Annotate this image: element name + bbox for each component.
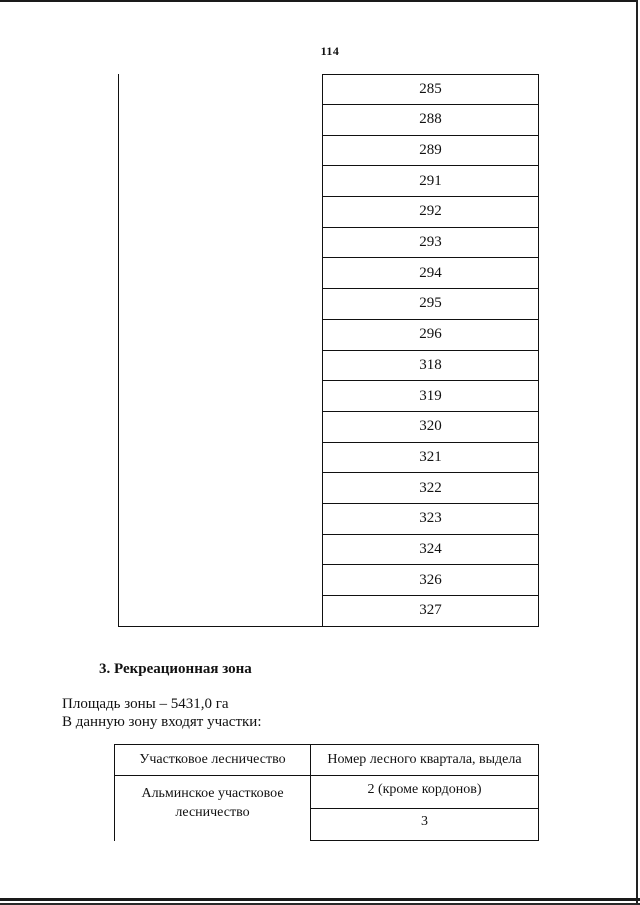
quarter-row: 327	[323, 595, 538, 626]
quarter-row: 319	[323, 380, 538, 411]
plots-table	[114, 744, 539, 841]
quarter-row: 293	[323, 227, 538, 258]
quarter-row: 324	[323, 534, 538, 565]
quarter-row: 321	[323, 442, 538, 473]
scan-border-right	[636, 0, 638, 905]
continued-table-bottom-border	[118, 626, 538, 627]
zone-includes-text: В данную зону входят участки:	[62, 714, 262, 730]
section-heading: 3. Рекреационная зона	[99, 661, 252, 677]
table-header-divider	[114, 775, 539, 776]
quarter-row: 295	[323, 288, 538, 319]
table-row-divider	[310, 808, 539, 809]
forestry-name-line: лесничество	[175, 805, 250, 820]
quarter-row: 322	[323, 472, 538, 503]
quarter-row: 326	[323, 564, 538, 595]
quarter-row: 323	[323, 503, 538, 534]
continued-table	[118, 74, 538, 627]
quarter-row: 291	[323, 165, 538, 196]
quarter-row: 289	[323, 135, 538, 166]
quarter-column-continued	[322, 74, 539, 627]
page-number: 114	[320, 44, 340, 58]
quarter-row: 320	[323, 411, 538, 442]
quarter-row: 288	[323, 104, 538, 135]
quarter-row: 296	[323, 319, 538, 350]
quarter-row: 318	[323, 350, 538, 381]
quarter-row: 294	[323, 257, 538, 288]
quarter-row: 285	[323, 74, 538, 104]
zone-area-text: Площадь зоны – 5431,0 га	[62, 696, 229, 712]
scan-border-top	[0, 0, 636, 2]
header-forestry: Участковое лесничество	[139, 751, 286, 767]
quarter-row: 292	[323, 196, 538, 227]
scan-border-bottom	[0, 898, 640, 901]
table-border-right	[538, 744, 539, 841]
forestry-name-line: Альминское участковое	[141, 786, 284, 801]
header-quarter-number: Номер лесного квартала, выдела	[327, 751, 522, 767]
quarter-value-cell: 2 (кроме кордонов)	[367, 782, 482, 797]
table-row-divider-bottom	[310, 840, 539, 841]
quarter-value-cell: 3	[421, 814, 428, 829]
forestry-name-cell	[115, 784, 310, 822]
forestry-column-continued	[118, 74, 323, 627]
